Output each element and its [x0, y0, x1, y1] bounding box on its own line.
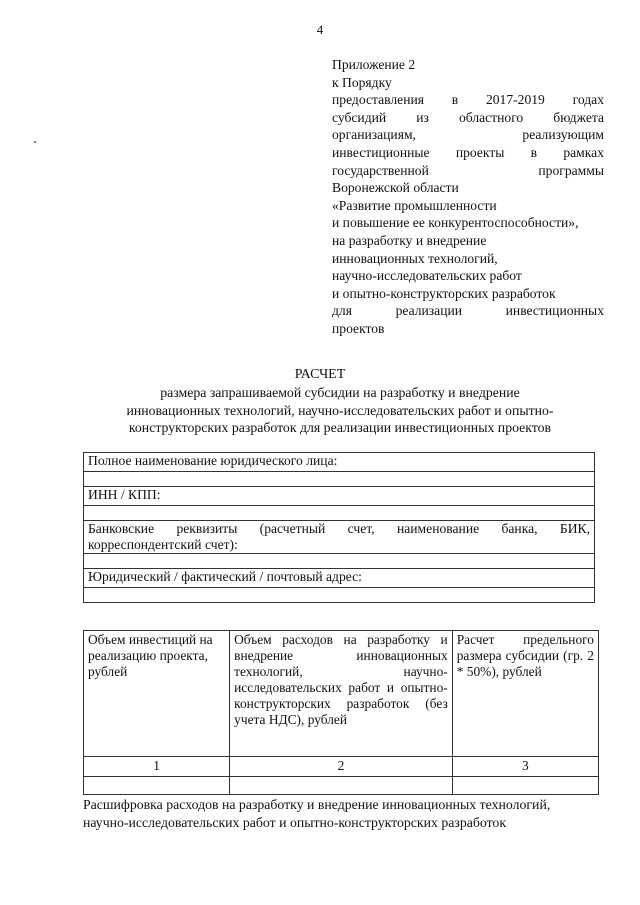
address-label: Юридический / фактический / почтовый адрес: [84, 569, 595, 588]
col-header-expenses: Объем расходов на разработку и внедрение инновационных технологий, научно-исследовательских работ и опытно-конструкторских разработок (без учета НДС), рублей [230, 631, 453, 757]
document-subtitle [100, 384, 580, 437]
appendix-line: научно-исследовательских работ [332, 268, 522, 284]
expenses-value-cell[interactable] [230, 777, 453, 795]
appendix-line: государственной программы [332, 162, 604, 178]
address-field[interactable] [84, 588, 595, 603]
footer-line: Расшифровка расходов на разработку и внедрение инновационных технологий, [83, 797, 551, 812]
appendix-line: для реализации инвестиционных [332, 303, 604, 319]
appendix-line: к Порядку [332, 74, 392, 90]
subsidy-value-cell[interactable] [452, 777, 598, 795]
subtitle-line: инновационных технологий, научно-исследовательских работ и опытно- [126, 402, 554, 418]
appendix-line: «Развитие промышленности [332, 197, 497, 213]
appendix-line: на разработку и внедрение [332, 232, 487, 248]
col-header-investment: Объем инвестиций на реализацию проекта, рублей [84, 631, 230, 757]
inn-kpp-field[interactable] [84, 506, 595, 521]
appendix-block [332, 56, 604, 338]
col-number: 1 [84, 757, 230, 777]
col-number: 2 [230, 757, 453, 777]
appendix-line: Воронежской области [332, 180, 459, 196]
expense-breakdown-heading [83, 796, 613, 832]
full-name-label: Полное наименование юридического лица: [84, 453, 595, 472]
full-name-field[interactable] [84, 472, 595, 487]
subtitle-line: конструкторских разработок для реализации инвестиционных проектов [128, 420, 552, 436]
appendix-line: и опытно-конструкторских разработок [332, 285, 556, 301]
col-number: 3 [452, 757, 598, 777]
document-title: РАСЧЕТ [294, 367, 346, 382]
appendix-line: инвестиционные проекты в рамках [332, 144, 604, 160]
inn-kpp-label: ИНН / КПП: [84, 487, 595, 506]
appendix-line: субсидий из областного бюджета [332, 109, 604, 125]
investment-value-cell[interactable] [84, 777, 230, 795]
col-header-subsidy-limit: Расчет предельного размера субсидии (гр. 2 * 50%), рублей [452, 631, 598, 757]
appendix-line: и повышение ее конкурентоспособности», [332, 215, 579, 231]
subsidy-calc-table [83, 630, 599, 795]
page-number: 4 [316, 22, 324, 37]
appendix-line: инновационных технологий, [332, 250, 498, 266]
subtitle-line: размера запрашиваемой субсидии на разработку и внедрение [160, 385, 520, 400]
scan-speck [34, 141, 36, 143]
appendix-line: организациям, реализующим [332, 127, 604, 143]
appendix-line: предоставления в 2017-2019 годах [332, 92, 604, 108]
footer-line: научно-исследовательских работ и опытно-конструкторских разработок [83, 815, 507, 830]
bank-details-field[interactable] [84, 554, 595, 569]
applicant-info-table [83, 452, 595, 603]
appendix-line: Приложение 2 [332, 57, 416, 72]
appendix-line: проектов [332, 320, 385, 336]
bank-details-label: Банковские реквизиты (расчетный счет, наименование банка, БИК, корреспондентский счет): [84, 521, 595, 554]
